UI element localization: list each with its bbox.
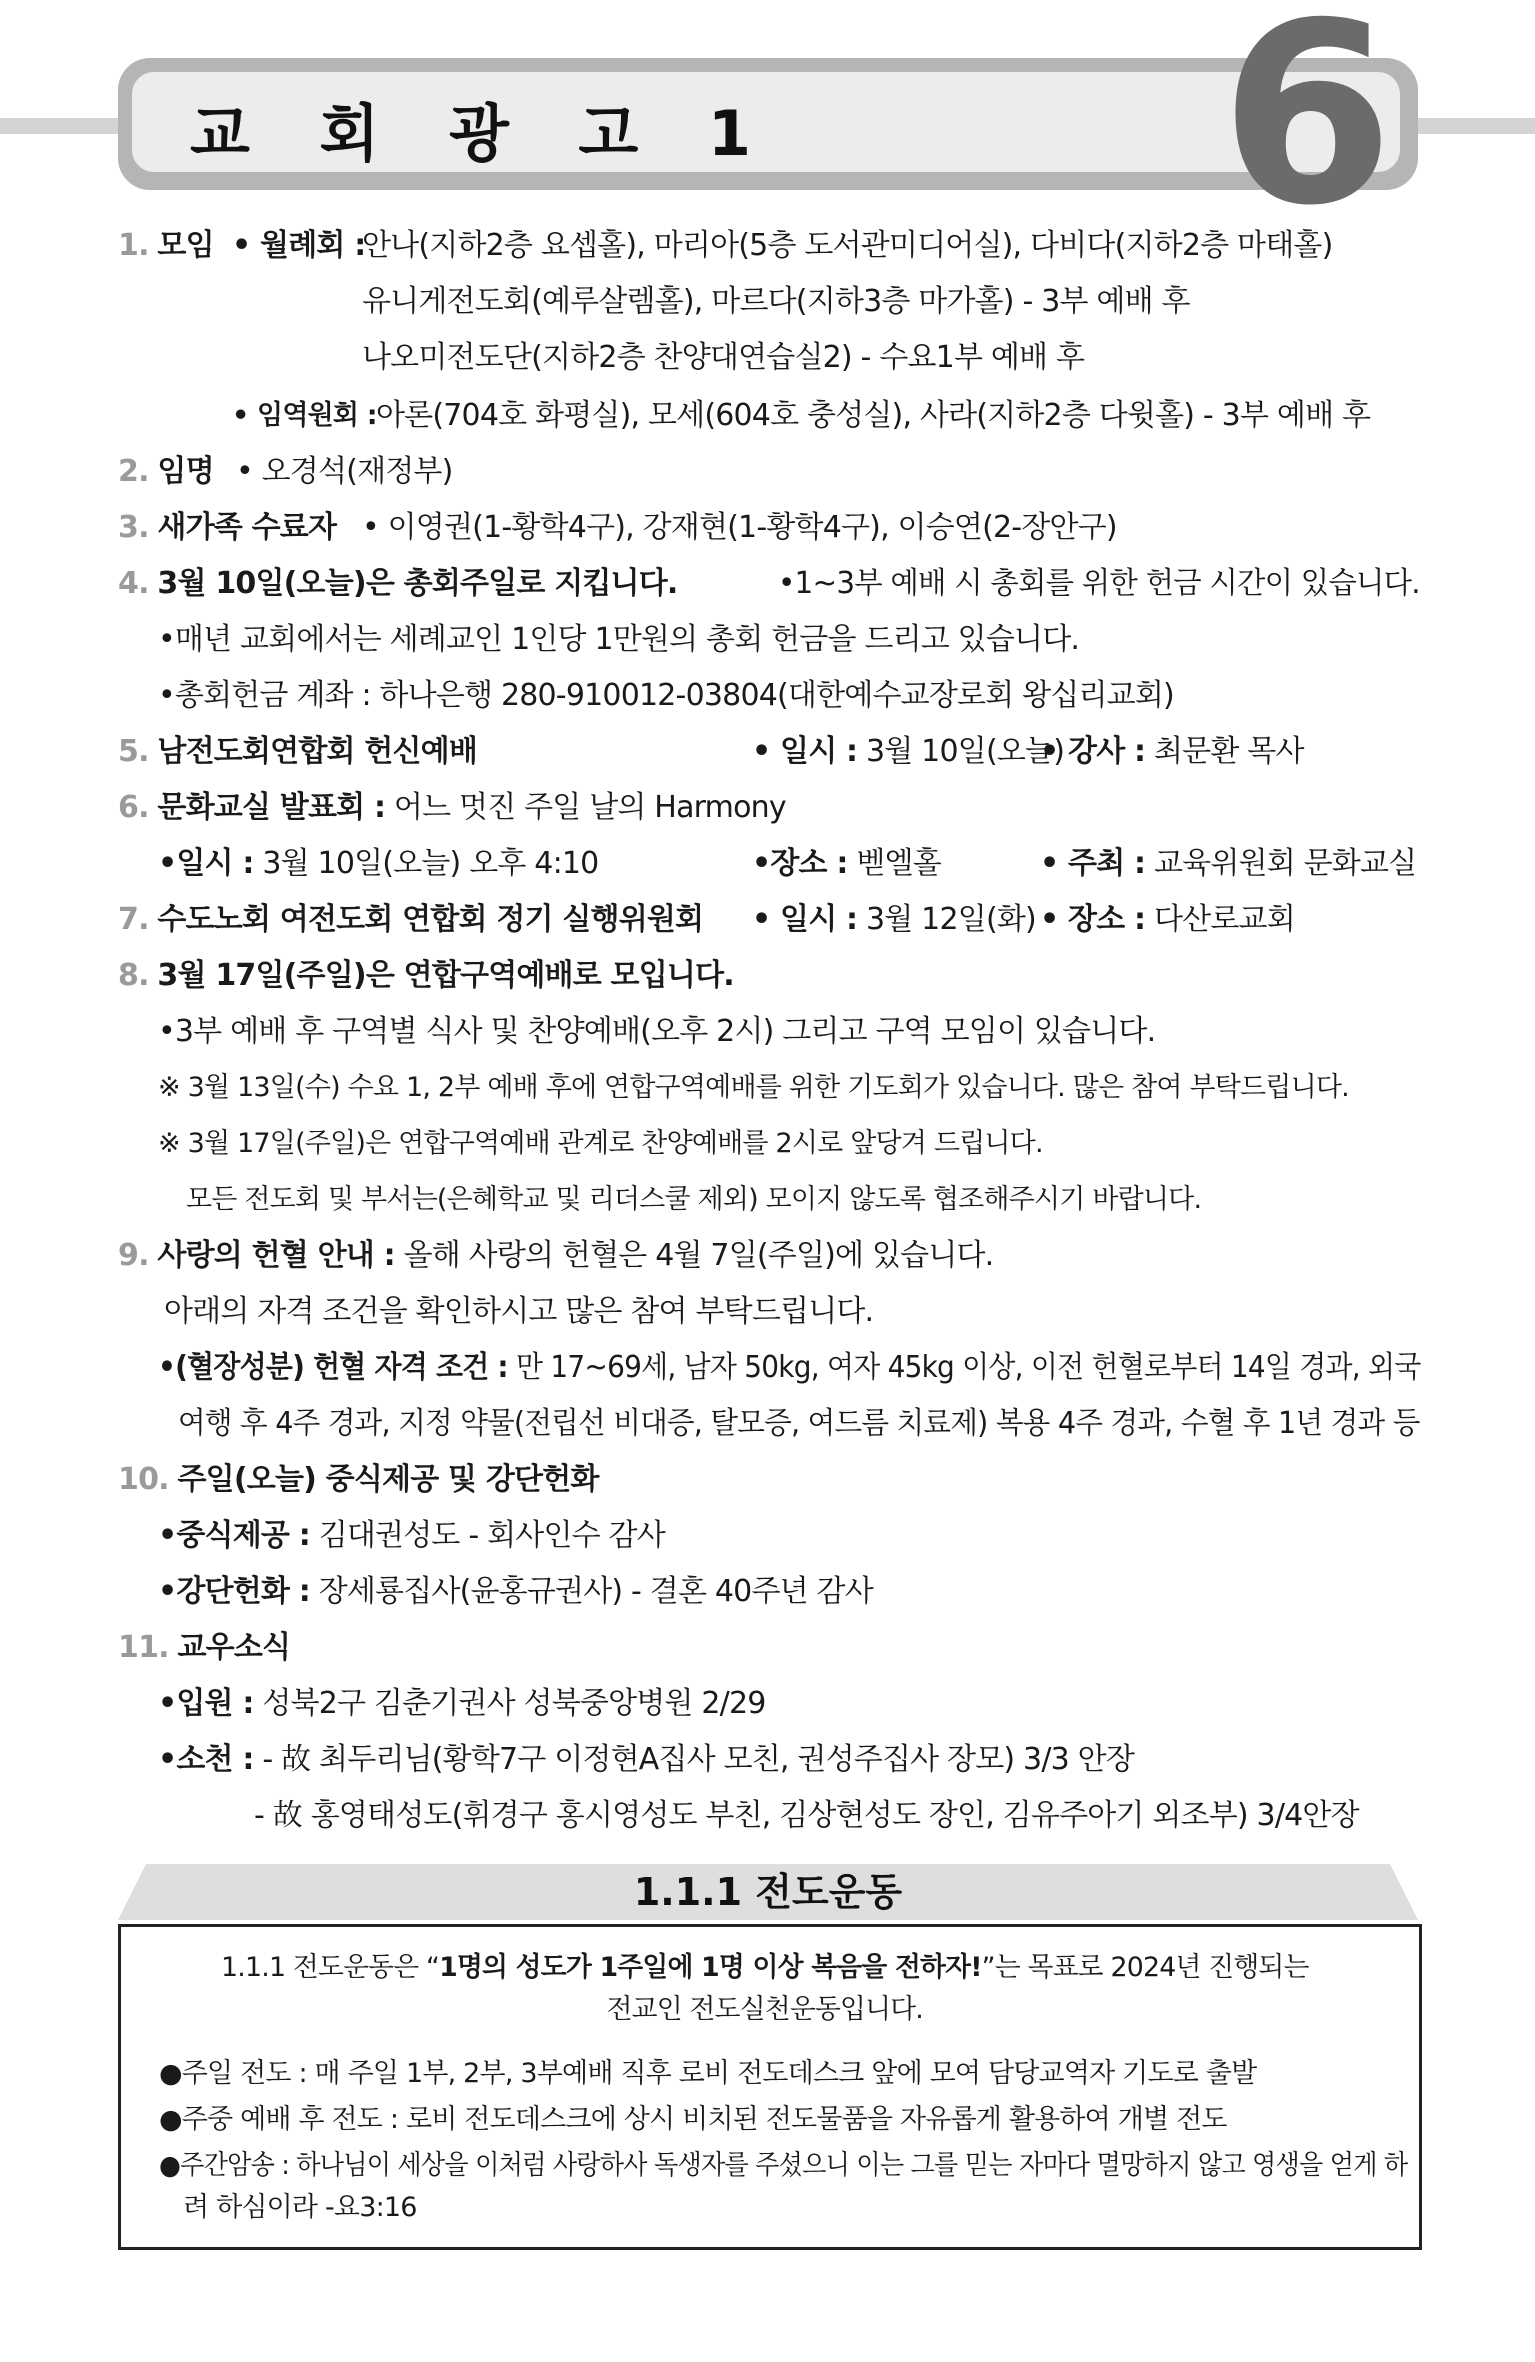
item-1-text-b1: 아론(704호 화평실), 모세(604호 충성실), 사라(지하2층 다윗홀) - 3부 예배 후: [376, 398, 1371, 433]
item-1-text-a2: 유니게전도회(예루살렘홀), 마르다(지하3층 마가홀) - 3부 예배 후: [362, 284, 1190, 319]
item-8-line-4: 모든 전도회 및 부서는(은혜학교 및 리더스쿨 제외) 모이지 않도록 협조해주시기 바랍니다.: [186, 1184, 1202, 1215]
evangelism-intro-1: 1.1.1 전도운동은 “1명의 성도가 1주일에 1명 이상 복음을 전하자!”는 목표로 2024년 진행되는: [221, 1952, 1309, 1983]
item-4-heading: 4. 3월 10일(오늘)은 총회주일로 지킵니다.: [118, 566, 678, 601]
item-4-side-note: •1~3부 예배 시 총회를 위한 헌금 시간이 있습니다.: [778, 566, 1420, 601]
item-11-line-3: - 故 홍영태성도(휘경구 홍시영성도 부친, 김상현성도 장인, 김유주아기 외조부) 3/4안장: [254, 1798, 1359, 1833]
evangelism-bullet-3: ●주간암송 : 하나님이 세상을 이처럼 사랑하사 독생자를 주셨으니 이는 그를 믿는 자마다 멸망하지 않고 영생을 얻게 하: [159, 2150, 1408, 2181]
evangelism-bullet-3-cont: 려 하심이라 -요3:16: [183, 2192, 417, 2223]
item-9-line-2: •(혈장성분) 헌혈 자격 조건 : 만 17~69세, 남자 50kg, 여자 45kg 이상, 이전 헌혈로부터 14일 경과, 외국: [158, 1350, 1421, 1385]
item-8-heading: 8. 3월 17일(주일)은 연합구역예배로 모입니다.: [118, 958, 734, 993]
item-10-line-2: •강단헌화 : 장세룡집사(윤홍규권사) - 결혼 40주년 감사: [158, 1574, 873, 1609]
item-6-heading: 6. 문화교실 발표회 : 어느 멋진 주일 날의 Harmony: [118, 790, 786, 825]
item-1-label-a: • 월례회 :: [232, 228, 366, 263]
item-7-place: • 장소 : 다산로교회: [1040, 902, 1295, 937]
evangelism-box: [118, 1924, 1422, 2250]
item-10-heading: 10. 주일(오늘) 중식제공 및 강단헌화: [118, 1462, 599, 1497]
item-9-line-3: 여행 후 4주 경과, 지정 약물(전립선 비대증, 탈모증, 여드름 치료제) 복용 4주 경과, 수혈 후 1년 경과 등: [178, 1406, 1420, 1441]
item-3-heading: 3. 새가족 수료자: [118, 510, 337, 545]
item-11-line-1: •입원 : 성북2구 김춘기권사 성북중앙병원 2/29: [158, 1686, 766, 1721]
item-2-heading: 2. 임명: [118, 454, 214, 489]
evangelism-bullet-2: ●주중 예배 후 전도 : 로비 전도데스크에 상시 비치된 전도물품을 자유롭게 활용하여 개별 전도: [159, 2104, 1227, 2135]
item-5-speaker: • 강사 : 최문환 목사: [1040, 734, 1304, 769]
item-7-date: • 일시 : 3월 12일(화): [752, 902, 1036, 937]
item-1-label-b: • 임역원회 :: [232, 400, 377, 431]
item-6-place: •장소 : 벧엘홀: [752, 846, 941, 881]
item-8-line-1: •3부 예배 후 구역별 식사 및 찬양예배(오후 2시) 그리고 구역 모임이 있습니다.: [158, 1014, 1156, 1049]
evangelism-bullet-1: ●주일 전도 : 매 주일 1부, 2부, 3부예배 직후 로비 전도데스크 앞에 모여 담당교역자 기도로 출발: [159, 2058, 1257, 2089]
item-6-host: • 주최 : 교육위원회 문화교실: [1040, 846, 1417, 881]
item-3-text: • 이영권(1-황학4구), 강재현(1-황학4구), 이승연(2-장안구): [362, 510, 1117, 545]
page-number: 6: [1220, 0, 1394, 260]
item-4-line-2: •총회헌금 계좌 : 하나은행 280-910012-03804(대한예수교장로회 왕십리교회): [158, 678, 1174, 713]
item-7-heading: 7. 수도노회 여전도회 연합회 정기 실행위원회: [118, 902, 704, 937]
item-11-line-2: •소천 : - 故 최두리님(황학7구 이정현A집사 모친, 권성주집사 장모) 3/3 안장: [158, 1742, 1135, 1777]
item-9-heading: 9. 사랑의 헌혈 안내 : 올해 사랑의 헌혈은 4월 7일(주일)에 있습니다.: [118, 1238, 994, 1273]
item-11-heading: 11. 교우소식: [118, 1630, 291, 1665]
evangelism-intro-2: 전교인 전도실천운동입니다.: [606, 1994, 924, 2025]
item-5-heading: 5. 남전도회연합회 헌신예배: [118, 734, 478, 769]
item-8-line-3: ※ 3월 17일(주일)은 연합구역예배 관계로 찬양예배를 2시로 앞당겨 드립니다.: [158, 1128, 1043, 1159]
item-2-text: • 오경석(재정부): [236, 454, 453, 489]
item-10-line-1: •중식제공 : 김대권성도 - 회사인수 감사: [158, 1518, 665, 1553]
page-title: 교 회 광 고 1: [190, 97, 776, 170]
item-6-date: •일시 : 3월 10일(오늘) 오후 4:10: [158, 846, 599, 881]
item-5-date: • 일시 : 3월 10일(오늘): [752, 734, 1065, 769]
item-4-line-1: •매년 교회에서는 세례교인 1인당 1만원의 총회 헌금을 드리고 있습니다.: [158, 622, 1080, 657]
item-8-line-2: ※ 3월 13일(수) 수요 1, 2부 예배 후에 연합구역예배를 위한 기도회가 있습니다. 많은 참여 부탁드립니다.: [158, 1072, 1349, 1103]
item-1-text-a3: 나오미전도단(지하2층 찬양대연습실2) - 수요1부 예배 후: [362, 340, 1085, 375]
evangelism-title: 1.1.1 전도운동: [633, 1870, 903, 1914]
item-1-heading: 1. 모임: [118, 228, 214, 263]
item-9-line-1: 아래의 자격 조건을 확인하시고 많은 참여 부탁드립니다.: [164, 1294, 874, 1329]
item-1-text-a1: 안나(지하2층 요셉홀), 마리아(5층 도서관미디어실), 다비다(지하2층 마태홀): [362, 228, 1333, 263]
